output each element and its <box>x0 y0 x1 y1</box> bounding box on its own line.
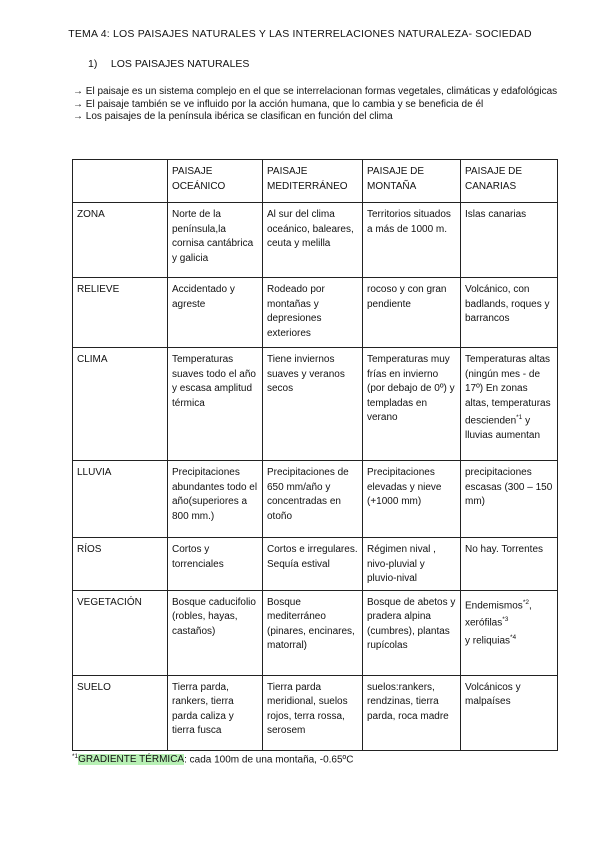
table-row-rios <box>73 538 558 591</box>
table-cell: Temperaturas muy frías en invierno (por debajo de 0º) y templadas en verano <box>363 348 461 461</box>
table-cell: Tierra parda meridional, suelos rojos, terra rossa, serosem <box>263 675 363 750</box>
landscape-table <box>72 159 558 751</box>
cell-text: y lluvias aumentan <box>465 415 541 441</box>
table-cell: Islas canarias <box>461 203 558 278</box>
footnote-ref: *2 <box>522 598 529 606</box>
section-number: 1) <box>88 58 98 70</box>
cell-text: Temperaturas altas (ningún mes - de 17º) En zonas altas, temperaturas descienden <box>465 354 551 427</box>
page-title: TEMA 4: LOS PAISAJES NATURALES Y LAS INTERRELACIONES NATURALEZA- SOCIEDAD <box>68 28 532 40</box>
table-row-zona <box>73 203 558 278</box>
footnote-mark: *1 <box>72 753 79 760</box>
table-row-clima <box>73 348 558 461</box>
table-cell: Tierra parda, rankers, tierra parda caliza y tierra fusca <box>168 675 263 750</box>
intro-line: → El paisaje también se ve influido por la acción humana, que lo cambia y se beneficia de él <box>73 98 484 110</box>
table-cell: Precipitaciones de 650 mm/año y concentradas en otoño <box>263 461 363 538</box>
table-cell: Bosque mediterráneo (pinares, encinares, matorral) <box>263 590 363 675</box>
header-cell-empty <box>73 160 168 203</box>
table-cell: suelos:rankers, rendzinas, tierra parda, roca madre <box>363 675 461 750</box>
table-cell: Precipitaciones abundantes todo el año(superiores a 800 mm.) <box>168 461 263 538</box>
row-label: SUELO <box>73 675 168 750</box>
header-montana: PAISAJE DE MONTAÑA <box>363 160 461 203</box>
table-cell: Precipitaciones elevadas y nieve (+1000 mm) <box>363 461 461 538</box>
footnote <box>72 753 353 765</box>
table-cell: No hay. Torrentes <box>461 538 558 591</box>
table-cell: Volcánico, con badlands, roques y barrancos <box>461 278 558 348</box>
cell-text: Endemismos <box>465 599 523 611</box>
footnote-ref: *4 <box>510 634 517 642</box>
table-cell: Tiene inviernos suaves y veranos secos <box>263 348 363 461</box>
section-heading <box>88 58 249 70</box>
table-row-lluvia <box>73 461 558 538</box>
row-label: LLUVIA <box>73 461 168 538</box>
table-cell: Temperaturas suaves todo el año y escasa amplitud térmica <box>168 348 263 461</box>
table-cell: Al sur del clima oceánico, baleares, ceuta y melilla <box>263 203 363 278</box>
table-cell <box>461 348 558 461</box>
table-cell: Bosque caducifolio (robles, hayas, castaños) <box>168 590 263 675</box>
table-cell: Endemismos$^{*2}$, xerófilas$^{*3}$ y reliquias$^{*4}$ <box>461 590 558 675</box>
row-label: RELIEVE <box>73 278 168 348</box>
cell-text: y reliquias <box>465 635 511 647</box>
table-cell: rocoso y con gran pendiente <box>363 278 461 348</box>
footnote-highlight: GRADIENTE TÉRMICA <box>78 754 185 766</box>
footnote-text: : cada 100m de una montaña, -0.65ºC <box>184 754 354 766</box>
table-cell: precipitaciones escasas (300 – 150 mm) <box>461 461 558 538</box>
table-cell: Régimen nival , nivo-pluvial y pluvio-nival <box>363 538 461 591</box>
intro-text <box>73 86 563 124</box>
table-cell: Bosque de abetos y pradera alpina (cumbres), plantas rupícolas <box>363 590 461 675</box>
table-cell: Norte de la península,la cornisa cantábrica y galicia <box>168 203 263 278</box>
section-label: LOS PAISAJES NATURALES <box>110 58 250 70</box>
row-label: ZONA <box>73 203 168 278</box>
table-cell: Accidentado y agreste <box>168 278 263 348</box>
intro-line: → Los paisajes de la península ibérica se clasifican en función del clima <box>73 111 393 122</box>
row-label: RÍOS <box>73 538 168 591</box>
table-row-vegetacion <box>73 590 558 675</box>
table-cell: Volcánicos y malpaíses <box>461 675 558 750</box>
row-label: VEGETACIÓN <box>73 590 168 675</box>
footnote-ref: *1 <box>516 414 523 421</box>
table-row-suelo <box>73 675 558 750</box>
header-oceanico: PAISAJE OCEÁNICO <box>168 160 263 203</box>
table-cell: Rodeado por montañas y depresiones exteriores <box>263 278 363 348</box>
table-cell: Cortos y torrenciales <box>168 538 263 591</box>
intro-line: → El paisaje es un sistema complejo en el que se interrelacionan formas vegetales, climáticas y edafológicas <box>73 86 558 97</box>
table-cell: Cortos e irregulares. Sequía estival <box>263 538 363 591</box>
row-label: CLIMA <box>73 348 168 461</box>
table-cell: Territorios situados a más de 1000 m. <box>363 203 461 278</box>
footnote-ref: *3 <box>502 616 509 624</box>
cell-text: xerófilas <box>465 617 503 629</box>
header-mediterraneo: PAISAJE MEDITERRÁNEO <box>263 160 363 203</box>
header-canarias: PAISAJE DE CANARIAS <box>461 160 558 203</box>
table-header-row <box>73 160 558 203</box>
table-row-relieve <box>73 278 558 348</box>
